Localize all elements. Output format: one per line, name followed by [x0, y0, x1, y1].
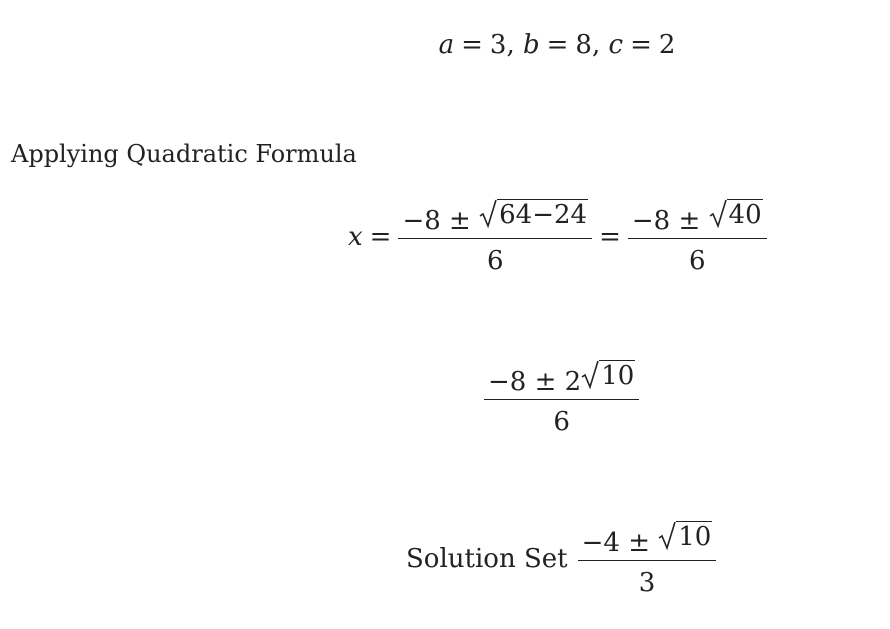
- equals-sign: =: [369, 221, 392, 252]
- radical-sign-icon: [479, 199, 497, 229]
- equals-sign: =: [599, 221, 621, 252]
- radical-sign-icon: [658, 521, 676, 551]
- section-heading: Applying Quadratic Formula: [11, 140, 357, 168]
- fraction-2: [628, 199, 767, 274]
- quadratic-formula-step: [348, 199, 767, 274]
- value-b: 8,: [575, 30, 601, 60]
- value-a: 3,: [489, 30, 515, 60]
- solution-set: [406, 521, 716, 596]
- given-values: [439, 32, 676, 58]
- fraction-4-numerator: [578, 521, 717, 561]
- fraction-4: [578, 521, 717, 596]
- simplified-step: [484, 360, 639, 435]
- fraction-3-denominator: 6: [553, 407, 570, 437]
- fraction-1-numerator: [398, 199, 592, 239]
- numerator-prefix: −8 ± 2: [488, 367, 582, 397]
- solution-label: Solution Set: [406, 543, 568, 574]
- equals-sign: =: [630, 30, 652, 60]
- numerator-prefix: −8 ±: [631, 206, 709, 236]
- sqrt-1: [479, 199, 588, 229]
- sqrt-2: [709, 199, 763, 229]
- radicand-2: 40: [728, 200, 762, 230]
- radicand-4: 10: [678, 522, 712, 552]
- fraction-2-numerator: [628, 199, 767, 239]
- radicand-1: 64−24: [499, 200, 588, 230]
- fraction-3: [484, 360, 639, 435]
- numerator-prefix: −8 ±: [402, 206, 480, 236]
- fraction-1-denominator: 6: [487, 246, 504, 276]
- fraction-3-numerator: [484, 360, 639, 400]
- equals-sign: =: [461, 30, 483, 60]
- radicand-3: 10: [601, 361, 635, 391]
- sqrt-3: [581, 360, 635, 390]
- sqrt-4: [658, 521, 712, 551]
- var-c: c: [608, 30, 624, 60]
- var-b: b: [522, 30, 540, 60]
- fraction-2-denominator: 6: [688, 246, 706, 276]
- radical-sign-icon: [709, 199, 727, 229]
- fraction-1: [398, 199, 592, 274]
- var-a: a: [438, 30, 455, 60]
- radical-sign-icon: [581, 360, 599, 390]
- var-x: x: [348, 221, 363, 252]
- value-c: 2: [658, 30, 676, 60]
- fraction-4-denominator: 3: [638, 568, 656, 598]
- equals-sign: =: [546, 30, 569, 60]
- numerator-prefix: −4 ±: [581, 528, 659, 558]
